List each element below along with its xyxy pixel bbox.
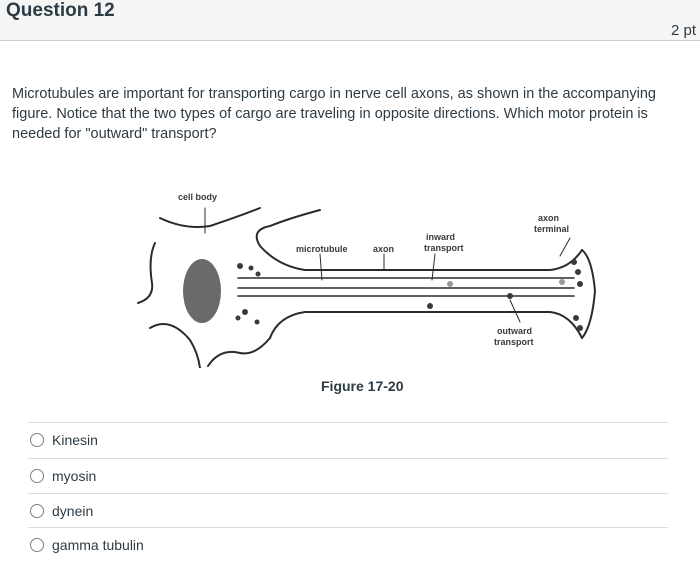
vesicle	[255, 320, 260, 325]
radio-button[interactable]	[30, 433, 44, 447]
dendrite-left	[138, 243, 155, 303]
question-points: 2 pt	[670, 22, 696, 39]
terminal-vesicle	[571, 259, 577, 265]
question-text: Microtubules are important for transporting cargo in nerve cell axons, as shown in the accompanying figure. Notice that the two types of cargo are traveling in opposite directions. Which motor protein is needed for "outward" transport?	[12, 86, 656, 142]
vesicle	[249, 266, 254, 271]
answer-label: dynein	[52, 503, 94, 519]
vesicle	[237, 263, 243, 269]
terminal-pointer	[560, 238, 570, 256]
nucleus	[183, 259, 221, 323]
dendrite-top	[257, 210, 320, 246]
label-outward-1: outward	[497, 326, 532, 336]
label-microtubule: microtubule	[296, 244, 348, 254]
answer-option-dynein[interactable]	[28, 493, 668, 528]
label-axon-terminal-1: axon	[538, 213, 560, 223]
outward-cargo	[507, 293, 513, 299]
inward-cargo	[559, 279, 565, 285]
answer-label: Kinesin	[52, 432, 98, 448]
label-axon: axon	[373, 244, 395, 254]
inward-pointer	[432, 254, 435, 280]
label-inward-2: transport	[424, 243, 464, 253]
dendrite-lower-left	[150, 324, 200, 368]
question-header	[0, 0, 700, 41]
inward-cargo	[447, 281, 453, 287]
microtubule-pointer	[320, 254, 322, 280]
terminal-vesicle	[573, 315, 579, 321]
outward-cargo	[427, 303, 433, 309]
figure-caption: Figure 17-20	[321, 378, 404, 394]
answer-option-myosin[interactable]	[28, 458, 668, 493]
label-inward-1: inward	[426, 232, 456, 242]
vesicle	[256, 272, 261, 277]
answer-label: myosin	[52, 468, 97, 484]
neuron-diagram	[130, 188, 600, 368]
axon-bottom-membrane	[270, 312, 582, 338]
dendrite-bottom	[208, 338, 270, 366]
terminal-vesicle	[577, 281, 583, 287]
answer-option-kinesin[interactable]	[28, 422, 668, 457]
vesicle	[242, 309, 248, 315]
answer-option-gamma-tubulin[interactable]	[28, 527, 668, 562]
axon-terminal-membrane	[582, 250, 595, 338]
terminal-vesicle	[575, 269, 581, 275]
dendrite-upper-left	[160, 208, 260, 227]
label-axon-terminal-2: terminal	[534, 224, 570, 234]
answer-label: gamma tubulin	[52, 537, 144, 553]
radio-button[interactable]	[30, 538, 44, 552]
terminal-vesicle	[577, 325, 583, 331]
label-outward-2: transport	[494, 337, 534, 347]
label-cell-body: cell body	[178, 192, 218, 202]
radio-button[interactable]	[30, 469, 44, 483]
neuron-figure	[130, 188, 600, 368]
radio-button[interactable]	[30, 504, 44, 518]
question-title: Question 12	[6, 0, 115, 21]
vesicle	[236, 316, 241, 321]
